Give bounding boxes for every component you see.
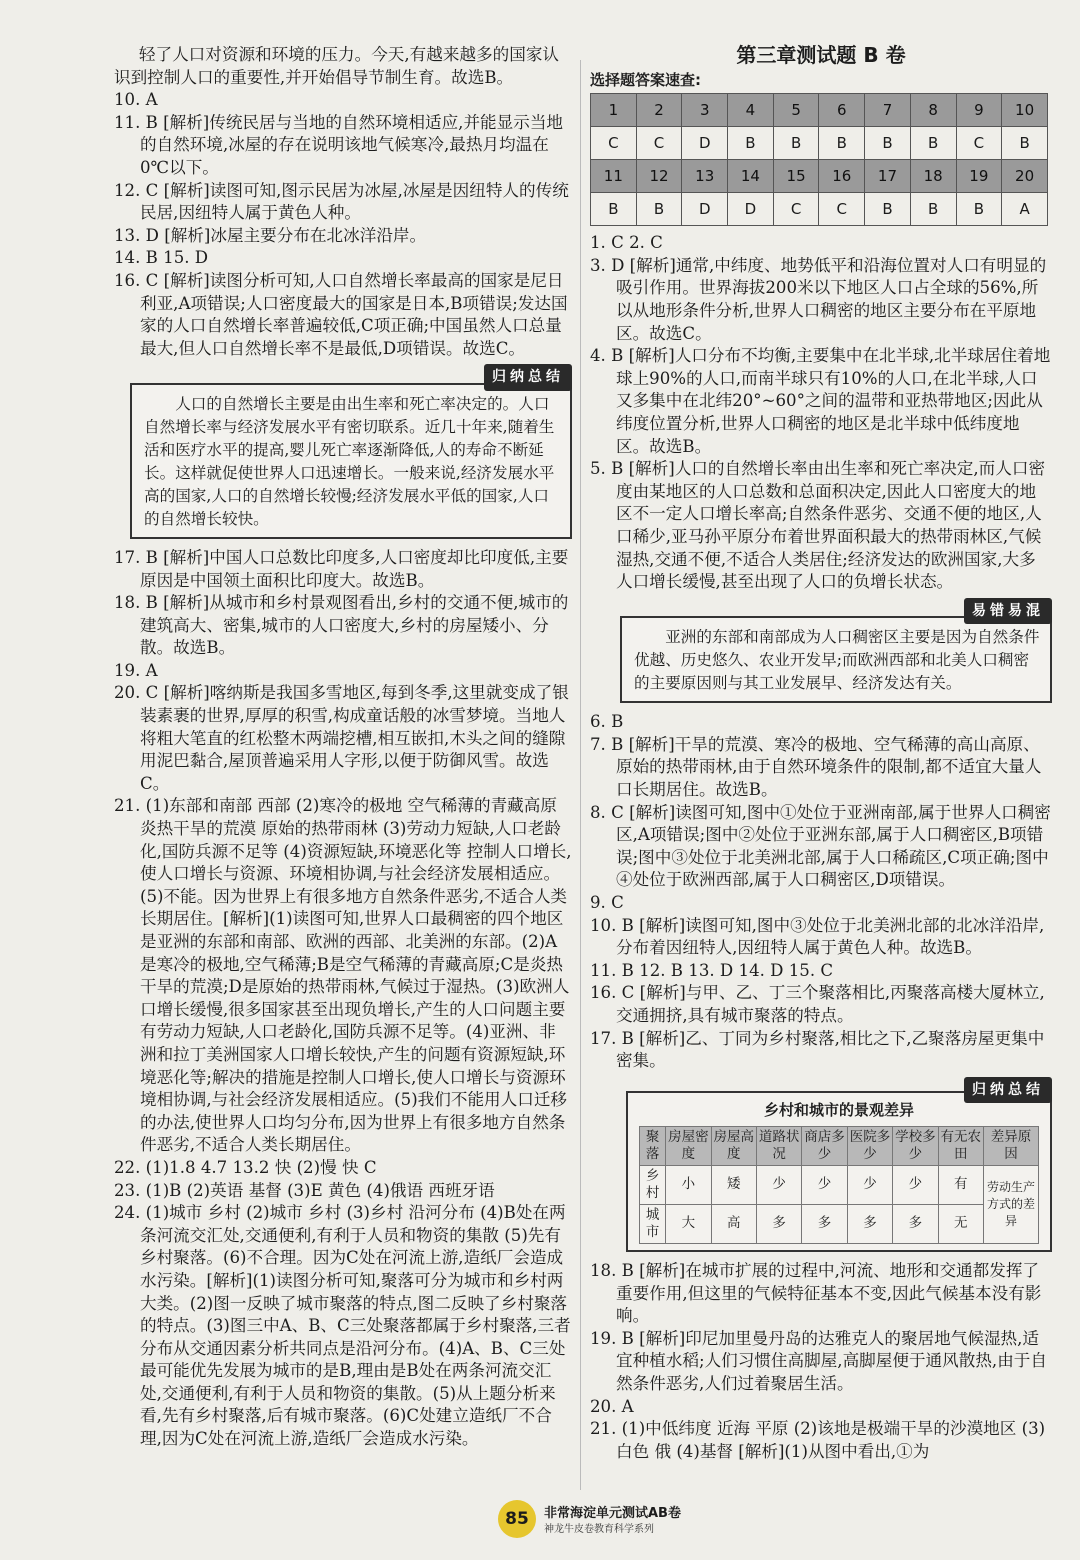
summary-tag: 归纳总结 bbox=[484, 364, 572, 391]
table-cell: 矮 bbox=[711, 1165, 756, 1204]
comparison-title: 乡村和城市的景观差异 bbox=[763, 1101, 914, 1120]
summary-tag: 归纳总结 bbox=[964, 1077, 1052, 1104]
answer-16: 16. C [解析]读图分析可知,人口自然增长率最高的国家是尼日利亚,A项错误;人口密度最大的国家是日本,B项错误;发达国家的人口自然增长率普遍较低,C项正确;中国虽然人口总量最大,但人口自然增长率不是最低,D项错误。故选C。 bbox=[114, 270, 568, 358]
table-cell: 多 bbox=[893, 1204, 938, 1243]
table-cell: 多 bbox=[847, 1204, 892, 1243]
summary-box: 人口的自然增长主要是由出生率和死亡率决定的。人口自然增长率与经济发展水平有密切联系。近几十年来,随着生活和医疗水平的提高,婴儿死亡率逐渐降低,人的寿命不断延长。这样就促使世界人口迅速增长。一般来说,经济发展水平高的国家,人口的自然增长较慢;经济发展水平低的国家,人口的自然增长较快。 bbox=[130, 383, 572, 539]
page-number: 85 bbox=[498, 1500, 536, 1538]
question-number-cell: 12 bbox=[636, 160, 682, 193]
answer-cell: B bbox=[956, 193, 1002, 226]
question-number-cell: 18 bbox=[910, 160, 956, 193]
question-number-cell: 5 bbox=[773, 94, 819, 127]
comparison-table bbox=[639, 1126, 1039, 1244]
answer-14: 14. B 15. D bbox=[114, 248, 209, 268]
answer-cell: B bbox=[910, 127, 956, 160]
table-header-cell: 差异原因 bbox=[984, 1126, 1039, 1165]
answer-22: 22. (1)1.8 4.7 13.2 快 (2)慢 快 C bbox=[114, 1157, 377, 1177]
table-header-cell: 医院多少 bbox=[847, 1126, 892, 1165]
answer-cell: C bbox=[636, 127, 682, 160]
table-cell: 多 bbox=[802, 1204, 847, 1243]
answer-21: 21. (1)东部和南部 西部 (2)寒冷的极地 空气稀薄的青藏高原 炎热干旱的荒漠 原始的热带雨林 (3)劳动力短缺,人口老龄化,国防兵源不足等 (4)资源短缺,环境恶化等 控制人口增长,使人口增长与资源、环境相协调,与社会经济发展相适应。(5)不能。因为世界上有很多地方自然条件恶劣,不适合人类长期居住。[解析](1)读图可知,世界人口最稠密的四个地区是亚洲的东部和南部、欧洲的西部、北美洲的东部。(2)A是寒冷的极地,空气稀薄;B是空气稀薄的青藏高原;C是炎热干旱的荒漠;D是原始的热带雨林,气候过于湿热。(3)欧洲人口增长缓慢,很多国家甚至出现负增长,产生的人口问题主要有劳动力短缺,人口老龄化,国防兵源不足等。(4)亚洲、非洲和拉丁美洲国家人口增长较快,产生的问题有资源短缺,环境恶化等;解决的措施是控制人口增长,使人口增长与资源环境相协调,与社会经济发展相适应。(5)我们不能用人口迁移的办法,使世界人口均匀分布,因为世界上有很多地方自然条件恶劣,不适合人类长期居住。 bbox=[114, 796, 572, 1155]
question-number-cell: 2 bbox=[636, 94, 682, 127]
table-header-cell: 学校多少 bbox=[893, 1126, 938, 1165]
answer-24: 24. (1)城市 乡村 (2)城市 乡村 (3)乡村 沿河分布 (4)B处在两条河流交汇处,交通便利,有利于人员和物资的集散 (5)先有乡村聚落。(6)不合理。因为C处在河流上游,造纸厂会造成水污染。[解析](1)读图分析可知,聚落可分为城市和乡村两大类。(2)图一反映了城市聚落的特点,图二反映了乡村聚落的特点。(3)图三中A、B、C三处聚落都属于乡村聚落,三者分布从交通因素分析共同点是沿河分布。(4)A、B、C三处最可能优先发展为城市的是B,理由是B处在两条河流交汇处,交通便利,有利于人员和物资的集散。(5)从上题分析来看,先有乡村聚落,后有城市聚落。(6)C处建立造纸厂不合理,因为C处在河流上游,造纸厂会造成水污染。 bbox=[114, 1203, 571, 1449]
answer-20: 20. A bbox=[590, 1396, 634, 1416]
answer-17: 17. B [解析]乙、丁同为乡村聚落,相比之下,乙聚落房屋更集中密集。 bbox=[590, 1028, 1045, 1071]
answer-cell: B bbox=[910, 193, 956, 226]
answer-cell: B bbox=[591, 193, 637, 226]
answer-12: 12. C [解析]读图可知,图示民居为冰屋,冰屋是因纽特人的传统民居,因纽特人属于黄色人种。 bbox=[114, 180, 569, 223]
answer-20: 20. C [解析]喀纳斯是我国多雪地区,每到冬季,这里就变成了银装素裹的世界,厚厚的积雪,构成童话般的冰雪梦境。当地人将粗大笔直的红松整木两端挖槽,相互嵌扣,木头之间的缝隙用泥巴黏合,屋顶普遍采用人字形,以便于防御风雪。故选C。 bbox=[114, 683, 569, 793]
answer-11: 11. B 12. B 13. D 14. D 15. C bbox=[590, 960, 834, 980]
table-cell: 无 bbox=[938, 1204, 983, 1243]
answer-cell: B bbox=[636, 193, 682, 226]
answer-key-table bbox=[590, 93, 1048, 226]
book-title: 非常海淀单元测试AB卷 bbox=[544, 1506, 681, 1521]
answer-cell: C bbox=[819, 193, 865, 226]
answer-10: 10. B [解析]读图可知,图中③处位于北美洲北部的北冰洋沿岸,分布着因纽特人,因纽特人属于黄色人种。故选B。 bbox=[590, 915, 1045, 958]
table-cell: 少 bbox=[893, 1165, 938, 1204]
book-series: 神龙牛皮卷教育科学系列 bbox=[544, 1524, 654, 1535]
answer-8: 8. C [解析]读图可知,图中①处位于亚洲南部,属于世界人口稠密区,A项错误;图中②处位于亚洲东部,属于人口稠密区,B项错误;图中③处位于北美洲北部,属于人口稀疏区,C项正确;图中④处位于欧洲西部,属于人口稠密区,D项错误。 bbox=[590, 802, 1051, 890]
answer-cell: C bbox=[591, 127, 637, 160]
answer-cell: D bbox=[682, 127, 728, 160]
table-cell: 多 bbox=[756, 1204, 801, 1243]
answer-3: 3. D [解析]通常,中纬度、地势低平和沿海位置对人口有明显的吸引作用。世界海拔200米以下地区人口占全球的56%,所以从地形条件分析,世界人口稠密的地区主要分布在平原地区。故选C。 bbox=[590, 255, 1047, 343]
answer-cell: D bbox=[682, 193, 728, 226]
answer-5: 5. B [解析]人口的自然增长率由出生率和死亡率决定,而人口密度由某地区的人口总数和总面积决定,因此人口密度大的地区不一定人口增长率高;自然条件恶劣、交通不便的地区,人口稀少,亚马孙平原分布着世界面积最大的热带雨林区,气候湿热,交通不便,不适合人类居住;经济发达的欧洲国家,大多人口增长缓慢,甚至出现了人口的负增长状态。 bbox=[590, 459, 1046, 592]
answer-cell: C bbox=[956, 127, 1002, 160]
answer-21: 21. (1)中低纬度 近海 平原 (2)该地是极端干旱的沙漠地区 (3)白色 俄 (4)基督 [解析](1)从图中看出,①为 bbox=[590, 1419, 1046, 1461]
answer-6: 6. B bbox=[590, 712, 624, 732]
table-cell: 少 bbox=[802, 1165, 847, 1204]
answer-18: 18. B [解析]在城市扩展的过程中,河流、地形和交通都发挥了重要作用,但这里的气候特征基本不变,因此气候基本没有影响。 bbox=[590, 1260, 1042, 1326]
table-header-cell: 房屋高度 bbox=[711, 1126, 756, 1165]
answer-19: 19. B [解析]印尼加里曼丹岛的达雅克人的聚居地气候湿热,适宜种植水稻;人们习惯住高脚屋,高脚屋便于通风散热,由于自然条件恶劣,人们过着聚居生活。 bbox=[590, 1328, 1047, 1393]
answer-text: 轻了人口对资源和环境的压力。今天,有越来越多的国家认识到控制人口的重要性,并开始倡导节制生育。故选B。 bbox=[114, 45, 560, 87]
answer-cell: B bbox=[773, 127, 819, 160]
confuse-tag: 易错易混 bbox=[964, 598, 1052, 625]
answer-1: 1. C 2. C bbox=[590, 233, 663, 253]
question-number-cell: 1 bbox=[591, 94, 637, 127]
question-number-cell: 13 bbox=[682, 160, 728, 193]
confuse-box: 亚洲的东部和南部成为人口稠密区主要是因为自然条件优越、历史悠久、农业开发早;而欧洲西部和北美人口稠密的主要原因则与其工业发展早、经济发达有关。 bbox=[620, 616, 1052, 703]
table-header-cell: 商店多少 bbox=[802, 1126, 847, 1165]
table-header-cell: 有无农田 bbox=[938, 1126, 983, 1165]
table-header-cell: 房屋密度 bbox=[666, 1126, 711, 1165]
answer-19: 19. A bbox=[114, 660, 158, 680]
answer-cell: B bbox=[865, 193, 911, 226]
answer-cell: B bbox=[1002, 127, 1048, 160]
table-cell: 城市 bbox=[640, 1204, 666, 1243]
table-reason-cell: 劳动生产方式的差异 bbox=[984, 1165, 1039, 1243]
answer-key-label: 选择题答案速查: bbox=[590, 70, 701, 89]
answer-cell: B bbox=[728, 127, 774, 160]
question-number-cell: 7 bbox=[865, 94, 911, 127]
question-number-cell: 20 bbox=[1002, 160, 1048, 193]
question-number-cell: 6 bbox=[819, 94, 865, 127]
right-column bbox=[590, 44, 1052, 1463]
answer-23: 23. (1)B (2)英语 基督 (3)E 黄色 (4)俄语 西班牙语 bbox=[114, 1180, 495, 1200]
answer-cell: B bbox=[819, 127, 865, 160]
question-number-cell: 17 bbox=[865, 160, 911, 193]
table-cell: 有 bbox=[938, 1165, 983, 1204]
question-number-cell: 8 bbox=[910, 94, 956, 127]
left-column bbox=[114, 44, 572, 1451]
answer-cell: A bbox=[1002, 193, 1048, 226]
answer-7: 7. B [解析]干旱的荒漠、寒冷的极地、空气稀薄的高山高原、原始的热带雨林,由于自然环境条件的限制,都不适宜大量人口长期居住。故选B。 bbox=[590, 734, 1042, 800]
comparison-box bbox=[626, 1091, 1052, 1252]
table-cell: 乡村 bbox=[640, 1165, 666, 1204]
answer-18: 18. B [解析]从城市和乡村景观图看出,乡村的交通不便,城市的建筑高大、密集,城市的人口密度大,乡村的房屋矮小、分散。故选B。 bbox=[114, 593, 569, 658]
question-number-cell: 15 bbox=[773, 160, 819, 193]
section-title: 第三章测试题 B 卷 bbox=[736, 43, 906, 67]
question-number-cell: 9 bbox=[956, 94, 1002, 127]
table-cell: 小 bbox=[666, 1165, 711, 1204]
answer-10: 10. A bbox=[114, 90, 158, 110]
answer-4: 4. B [解析]人口分布不均衡,主要集中在北半球,北半球居住着地球上90%的人口,而南半球只有10%的人口,在北半球,人口又多集中在北纬20°~60°之间的温带和亚热带地区;因此从纬度位置分析,世界人口稠密的地区是北半球中低纬度地区。故选B。 bbox=[590, 346, 1051, 456]
table-header-cell: 道路状况 bbox=[756, 1126, 801, 1165]
question-number-cell: 14 bbox=[728, 160, 774, 193]
answer-9: 9. C bbox=[590, 893, 624, 913]
answer-13: 13. D [解析]冰屋主要分布在北冰洋沿岸。 bbox=[114, 225, 427, 245]
question-number-cell: 4 bbox=[728, 94, 774, 127]
answer-11: 11. B [解析]传统民居与当地的自然环境相适应,并能显示当地的自然环境,冰屋的存在说明该地气候寒冷,最热月均温在0℃以下。 bbox=[114, 112, 564, 177]
table-cell: 高 bbox=[711, 1204, 756, 1243]
question-number-cell: 11 bbox=[591, 160, 637, 193]
answer-cell: B bbox=[865, 127, 911, 160]
table-cell: 大 bbox=[666, 1204, 711, 1243]
answer-cell: C bbox=[773, 193, 819, 226]
answer-cell: D bbox=[728, 193, 774, 226]
table-cell: 少 bbox=[756, 1165, 801, 1204]
column-divider bbox=[580, 60, 581, 1490]
answer-16: 16. C [解析]与甲、乙、丁三个聚落相比,丙聚落高楼大厦林立,交通拥挤,具有城市聚落的特点。 bbox=[590, 983, 1045, 1025]
answer-17: 17. B [解析]中国人口总数比印度多,人口密度却比印度低,主要原因是中国领土面积比印度大。故选B。 bbox=[114, 547, 569, 590]
table-cell: 少 bbox=[847, 1165, 892, 1204]
question-number-cell: 3 bbox=[682, 94, 728, 127]
question-number-cell: 16 bbox=[819, 160, 865, 193]
question-number-cell: 10 bbox=[1002, 94, 1048, 127]
table-header-cell: 聚落 bbox=[640, 1126, 666, 1165]
question-number-cell: 19 bbox=[956, 160, 1002, 193]
